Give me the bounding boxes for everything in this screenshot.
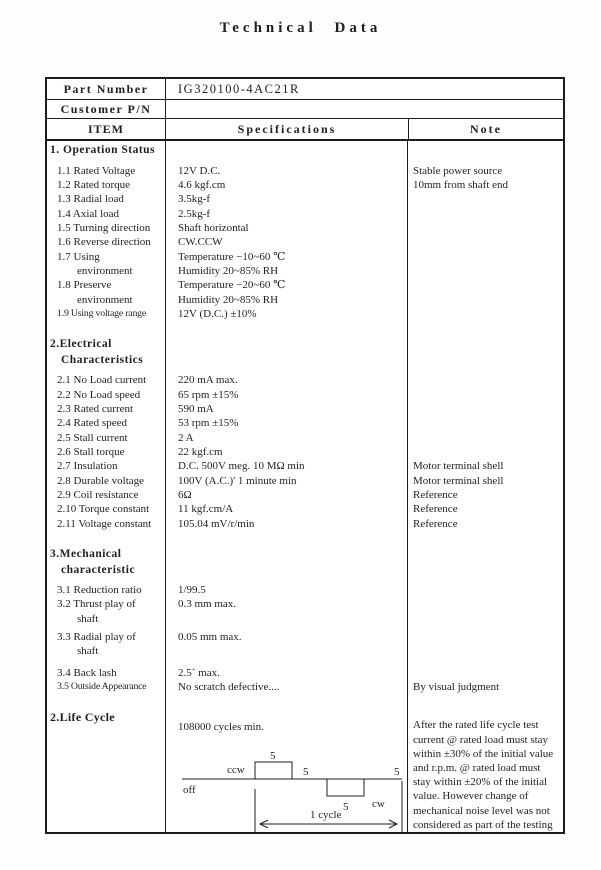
item-cell: 1.7 Using bbox=[57, 250, 100, 263]
spec-cell: Humidity 20~85% RH bbox=[178, 264, 279, 277]
spec-cell: 53 rpm ±15% bbox=[178, 417, 239, 430]
section-rows bbox=[47, 373, 563, 531]
spec-cell: 4.6 kgf.cm bbox=[178, 178, 226, 191]
section bbox=[47, 547, 563, 694]
spec-cell bbox=[165, 644, 407, 658]
note-cell bbox=[407, 192, 563, 206]
column-divider bbox=[165, 141, 166, 832]
spec-cell: D.C. 500V meg. 10 MΩ min bbox=[178, 460, 305, 473]
technical-data-table bbox=[45, 77, 565, 834]
spec-cell: CW.CCW bbox=[178, 236, 223, 249]
section bbox=[47, 143, 563, 321]
spec-cell: 12V D.C. bbox=[178, 164, 221, 177]
item-cell: 1.5 Turning direction bbox=[57, 221, 151, 234]
spec-cell bbox=[165, 143, 407, 159]
life-cycle-waveform-diagram bbox=[178, 733, 406, 832]
item-cell: 3.3 Radial play of bbox=[57, 631, 136, 644]
item-cell: 1.6 Reverse direction bbox=[57, 236, 151, 249]
section-heading-row bbox=[47, 143, 563, 159]
item-cell: 2.9 Coil resistance bbox=[57, 489, 139, 502]
life-cycle-note: After the rated life cycle test current @ rated load must stay within ±30% of the initial value and r.p.m. @ rated load must stay within ±20% of the initial value. However change of mechanical noise level was not considered as part of the testing bbox=[413, 719, 554, 831]
item-cell: 3.1 Reduction ratio bbox=[57, 584, 142, 597]
spec-cell: Temperature −10~60 ℃ bbox=[178, 250, 286, 263]
part-number-value: IG320100-4AC21R bbox=[178, 81, 300, 96]
table-row bbox=[47, 278, 563, 292]
note-cell bbox=[407, 431, 563, 445]
note-cell bbox=[407, 235, 563, 249]
spec-cell bbox=[165, 563, 407, 579]
item-cell: 2.7 Insulation bbox=[57, 460, 118, 473]
note-cell bbox=[407, 416, 563, 430]
item-cell: environment bbox=[77, 293, 133, 306]
item-cell: 2.4 Rated speed bbox=[57, 417, 127, 430]
note-cell bbox=[407, 597, 563, 611]
cw-label: cw bbox=[372, 798, 385, 811]
spec-cell: 0.3 mm max. bbox=[178, 598, 237, 611]
spec-cell bbox=[165, 708, 407, 832]
section-heading-row bbox=[47, 337, 563, 353]
duration-4: 5 bbox=[394, 766, 400, 779]
spec-cell: 11 kgf.cm/A bbox=[178, 503, 234, 516]
item-cell: shaft bbox=[77, 645, 99, 658]
section-heading-row bbox=[47, 353, 563, 369]
table-row bbox=[47, 221, 563, 235]
ccw-label: ccw bbox=[227, 764, 245, 777]
part-number-row bbox=[47, 79, 563, 100]
note-cell bbox=[407, 402, 563, 416]
column-divider bbox=[407, 141, 408, 832]
note-cell bbox=[407, 563, 563, 579]
spec-cell: 2.5˚ max. bbox=[178, 666, 220, 679]
duration-3: 5 bbox=[343, 801, 349, 814]
item-cell: shaft bbox=[77, 612, 99, 625]
section-heading: 2.Electrical bbox=[50, 338, 112, 351]
note-cell: 10mm from shaft end bbox=[413, 178, 509, 191]
section-heading-row bbox=[47, 547, 563, 563]
item-cell: 2.6 Stall torque bbox=[57, 446, 125, 458]
note-cell bbox=[407, 547, 563, 563]
note-cell bbox=[407, 583, 563, 597]
item-cell bbox=[47, 708, 165, 832]
spec-cell: 3.5kg-f bbox=[178, 193, 211, 206]
note-cell bbox=[407, 207, 563, 221]
spec-cell: 22 kgf.cm bbox=[178, 446, 223, 458]
item-cell: 2.10 Torque constant bbox=[57, 503, 150, 516]
note-cell bbox=[407, 666, 563, 680]
spec-cell: 220 mA max. bbox=[178, 374, 238, 387]
note-cell bbox=[407, 293, 563, 307]
note-cell bbox=[407, 221, 563, 235]
section-heading-row bbox=[47, 563, 563, 579]
note-cell: Motor terminal shell bbox=[413, 474, 504, 487]
note-cell bbox=[407, 630, 563, 644]
section-heading: Characteristics bbox=[61, 353, 144, 366]
item-cell: 3.2 Thrust play of bbox=[57, 598, 136, 611]
table-row bbox=[47, 630, 563, 644]
table-row bbox=[47, 644, 563, 658]
note-cell bbox=[407, 612, 563, 626]
spec-cell: 12V (D.C.) ±10% bbox=[178, 307, 257, 320]
page-title: Technical Data bbox=[219, 20, 382, 36]
note-cell bbox=[407, 445, 563, 459]
table-row bbox=[47, 264, 563, 278]
spec-sections bbox=[47, 143, 563, 694]
note-cell bbox=[407, 250, 563, 264]
table-row bbox=[47, 235, 563, 249]
spec-cell: No scratch defective.... bbox=[178, 681, 280, 694]
spec-cell: 590 mA bbox=[178, 402, 214, 415]
table-row bbox=[47, 445, 563, 459]
part-number-label: Part Number bbox=[47, 79, 166, 99]
item-cell: 1.8 Preserve bbox=[57, 279, 112, 292]
table-row bbox=[47, 431, 563, 445]
item-cell: 2.3 Rated current bbox=[57, 402, 134, 415]
section-rows bbox=[47, 164, 563, 322]
table-row bbox=[47, 502, 563, 516]
note-cell bbox=[407, 278, 563, 292]
table-row bbox=[47, 666, 563, 680]
table-row bbox=[47, 164, 563, 178]
item-cell: 1.1 Rated Voltage bbox=[57, 164, 136, 177]
spec-cell: 105.04 mV/r/min bbox=[178, 517, 255, 530]
spec-cell bbox=[165, 547, 407, 563]
note-cell bbox=[407, 307, 563, 321]
note-cell bbox=[407, 143, 563, 159]
table-row bbox=[47, 178, 563, 192]
table-row bbox=[47, 416, 563, 430]
note-cell bbox=[407, 708, 563, 832]
item-cell: 3.5 Outside Appearance bbox=[57, 681, 147, 693]
life-cycle-section bbox=[47, 708, 563, 832]
column-header-item: ITEM bbox=[47, 119, 166, 139]
item-cell: 2.1 No Load current bbox=[57, 374, 147, 387]
note-cell bbox=[407, 373, 563, 387]
note-cell: Reference bbox=[413, 489, 458, 502]
item-cell: 1.2 Rated torque bbox=[57, 178, 131, 191]
table-body bbox=[47, 141, 563, 832]
item-cell: 3.4 Back lash bbox=[57, 666, 117, 679]
note-cell: By visual judgment bbox=[413, 681, 500, 694]
table-row bbox=[47, 307, 563, 321]
table-row bbox=[47, 402, 563, 416]
note-cell: Stable power source bbox=[413, 164, 503, 177]
table-row bbox=[47, 517, 563, 531]
table-row bbox=[47, 474, 563, 488]
spec-cell: 2.5kg-f bbox=[178, 207, 211, 220]
customer-pn-row bbox=[47, 100, 563, 119]
table-row bbox=[47, 597, 563, 611]
item-cell: 1.3 Radial load bbox=[57, 193, 124, 206]
note-cell: Motor terminal shell bbox=[413, 460, 504, 473]
note-cell bbox=[407, 264, 563, 278]
note-cell bbox=[407, 644, 563, 658]
spec-cell: 6Ω bbox=[178, 489, 192, 502]
column-header-note: Note bbox=[470, 121, 502, 136]
life-cycle-spec: 108000 cycles min. bbox=[178, 721, 264, 734]
duration-1: 5 bbox=[270, 750, 276, 763]
spec-cell bbox=[165, 337, 407, 353]
table-row bbox=[47, 293, 563, 307]
off-label: off bbox=[183, 784, 196, 797]
note-cell bbox=[407, 337, 563, 353]
table-row bbox=[47, 612, 563, 626]
note-cell: Reference bbox=[413, 503, 458, 516]
scanned-datasheet-page bbox=[0, 20, 601, 870]
section-heading: 3.Mechanical bbox=[50, 548, 122, 561]
item-cell: 2.11 Voltage constant bbox=[57, 517, 152, 530]
spec-cell: 65 rpm ±15% bbox=[178, 388, 239, 401]
note-cell: Reference bbox=[413, 517, 458, 530]
table-row bbox=[47, 680, 563, 694]
section bbox=[47, 337, 563, 531]
table-row bbox=[47, 488, 563, 502]
item-cell: 2.5 Stall current bbox=[57, 431, 128, 444]
spec-cell: 0.05 mm max. bbox=[178, 631, 242, 644]
table-row bbox=[47, 192, 563, 206]
item-cell: environment bbox=[77, 264, 133, 277]
customer-pn-label: Customer P/N bbox=[47, 100, 166, 118]
section-heading: characteristic bbox=[61, 563, 136, 576]
cycle-label: 1 cycle bbox=[310, 809, 342, 822]
table-row bbox=[47, 583, 563, 597]
note-cell bbox=[407, 353, 563, 369]
section-heading: 1. Operation Status bbox=[50, 144, 156, 156]
spec-cell: Temperature −20~60 ℃ bbox=[178, 279, 286, 292]
spec-cell: 2 A bbox=[178, 431, 194, 444]
spec-cell bbox=[165, 612, 407, 626]
spec-cell: 100V (A.C.)' 1 minute min bbox=[178, 474, 297, 487]
table-row bbox=[47, 388, 563, 402]
spec-cell: Shaft horizontal bbox=[178, 221, 249, 234]
life-cycle-heading: 2.Life Cycle bbox=[50, 710, 115, 725]
table-row bbox=[47, 459, 563, 473]
spec-cell: 1/99.5 bbox=[178, 584, 206, 597]
item-cell: 1.9 Using voltage range bbox=[57, 307, 146, 319]
column-header-row bbox=[47, 119, 563, 141]
table-row bbox=[47, 250, 563, 264]
item-cell: 1.4 Axial load bbox=[57, 207, 120, 220]
duration-2: 5 bbox=[303, 766, 309, 779]
item-cell: 2.8 Durable voltage bbox=[57, 474, 145, 487]
section-rows bbox=[47, 583, 563, 694]
item-cell: 2.2 No Load speed bbox=[57, 388, 141, 401]
note-cell bbox=[407, 388, 563, 402]
table-row bbox=[47, 373, 563, 387]
spec-cell bbox=[165, 353, 407, 369]
spec-cell: Humidity 20~85% RH bbox=[178, 293, 279, 306]
column-header-specifications: Specifications bbox=[166, 119, 409, 139]
table-row bbox=[47, 207, 563, 221]
